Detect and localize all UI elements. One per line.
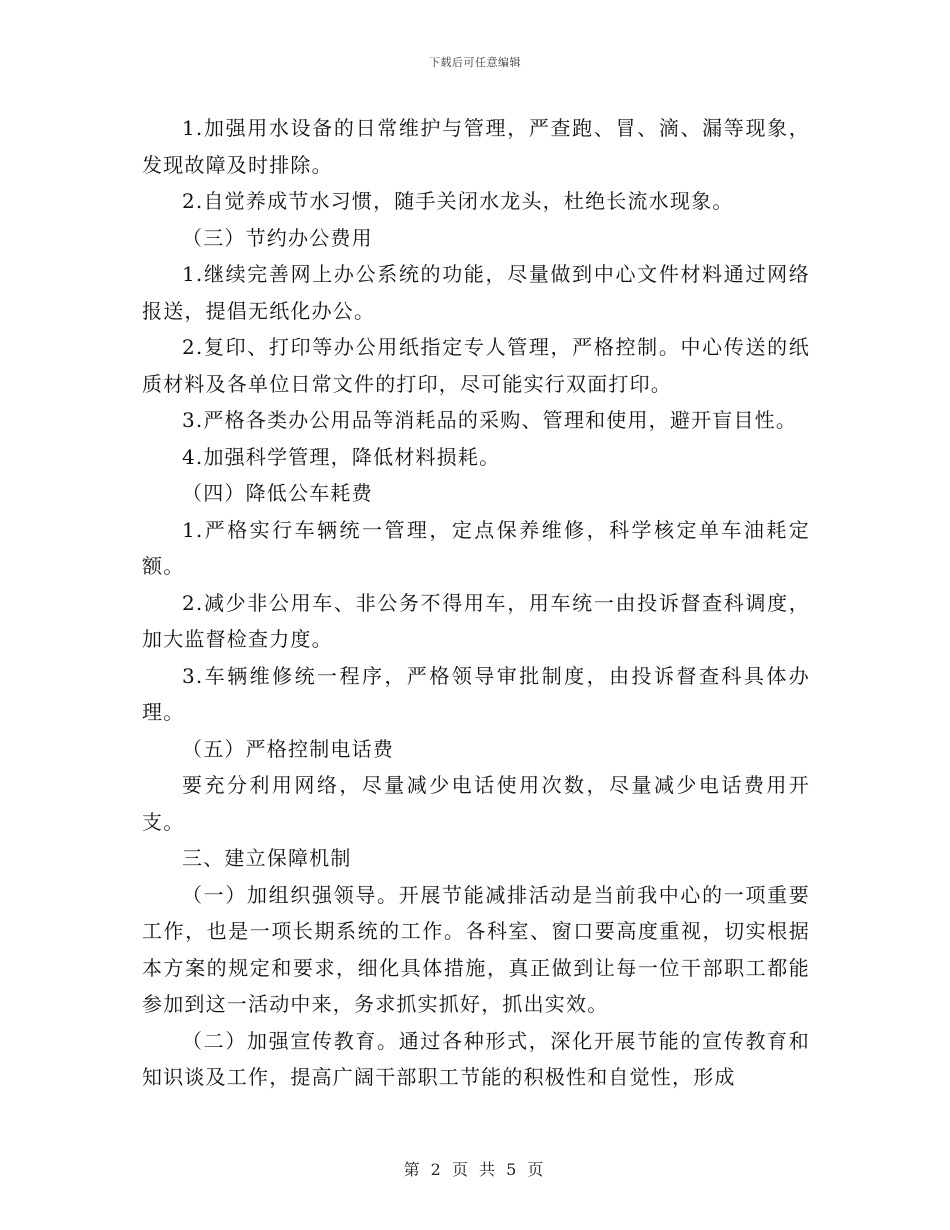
paragraph: 3.车辆维修统一程序，严格领导审批制度，由投诉督查科具体办理。 bbox=[142, 663, 810, 724]
paragraph: （二）加强宣传教育。通过各种形式，深化开展节能的宣传教育和知识谈及工作，提高广阔干部职工节能的积极性和自觉性，形成 bbox=[142, 1028, 810, 1089]
document-body bbox=[142, 110, 810, 1096]
section-heading: （四）降低公车耗费 bbox=[182, 481, 373, 505]
paragraph: 1.严格实行车辆统一管理，定点保养维修，科学核定单车油耗定额。 bbox=[142, 517, 810, 578]
paragraph: （一）加组织强领导。开展节能减排活动是当前我中心的一项重要工作，也是一项长期系统的工作。各科室、窗口要高度重视，切实根据本方案的规定和要求，细化具体措施，真正做到让每一位干部职工都能参加到这一活动中来，务求抓实抓好，抓出实效。 bbox=[142, 882, 810, 1016]
paragraph: 1.继续完善网上办公系统的功能，尽量做到中心文件材料通过网络报送，提倡无纸化办公。 bbox=[142, 262, 810, 323]
paragraph: 4.加强科学管理，降低材料损耗。 bbox=[182, 444, 501, 469]
page-header: 下载后可任意编辑 bbox=[429, 56, 521, 69]
paragraph: 2.减少非公用车、非公务不得用车，用车统一由投诉督查科调度，加大监督检查力度。 bbox=[142, 590, 810, 651]
paragraph: 要充分利用网络，尽量减少电话使用次数，尽量减少电话费用开支。 bbox=[142, 773, 810, 834]
section-heading: （五）严格控制电话费 bbox=[182, 736, 394, 761]
paragraph: 2.复印、打印等办公用纸指定专人管理，严格控制。中心传送的纸质材料及各单位日常文件的打印，尽可能实行双面打印。 bbox=[142, 335, 810, 396]
section-heading: （三）节约办公费用 bbox=[182, 225, 373, 250]
paragraph: 2.自觉养成节水习惯，随手关闭水龙头，杜绝长流水现象。 bbox=[182, 189, 734, 213]
paragraph: 3.严格各类办公用品等消耗品的采购、管理和使用，避开盲目性。 bbox=[182, 408, 798, 432]
paragraph: 1.加强用水设备的日常维护与管理，严查跑、冒、滴、漏等现象，发现故障及时排除。 bbox=[142, 116, 810, 177]
section-heading: 三、建立保障机制 bbox=[182, 846, 352, 870]
page-number: 第 2 页 共 5 页 bbox=[403, 1160, 547, 1179]
